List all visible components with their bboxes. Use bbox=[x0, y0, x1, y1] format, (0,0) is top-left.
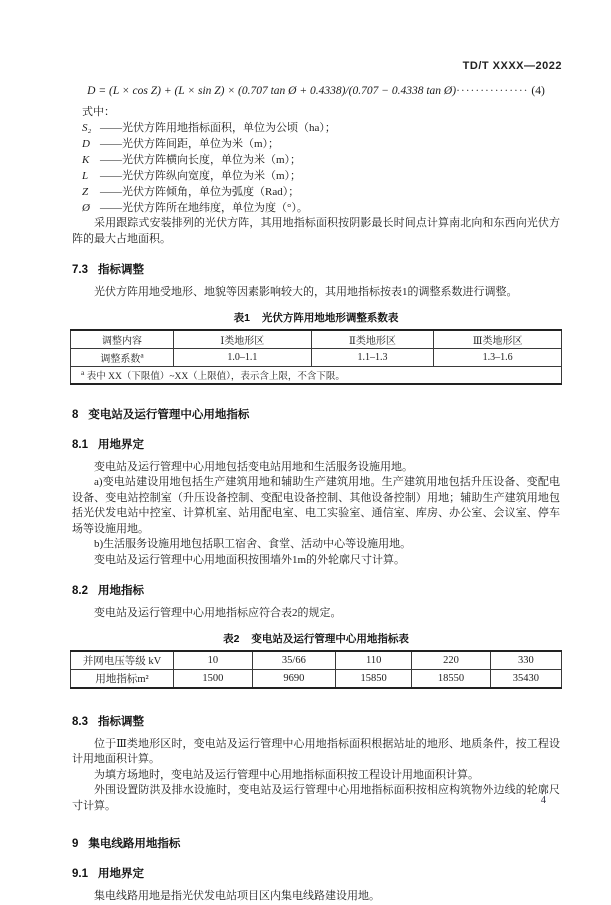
table2-cell: 330 bbox=[490, 651, 561, 670]
heading-number: 9.1 bbox=[72, 868, 88, 880]
heading-title: 指标调整 bbox=[98, 715, 144, 728]
symbol-definition-list bbox=[82, 120, 562, 216]
table1-footnote-row bbox=[71, 366, 562, 384]
table1-caption-number: 表1 bbox=[233, 311, 250, 324]
definition-text: ——光伏方阵倾角，单位为弧度（Rad）； bbox=[100, 186, 300, 198]
paragraph-8-1-item-a: a)变电站建设用地包括生产建筑用地和辅助生产建筑用地。生产建筑用地包括升压设备、变配电设备、变电站控制室（升压设备控制、变配电设备控制、其他设备控制）用地；辅助生产建筑用地包括光伏发电站中控室、计算机室、站用配电室、电工实验室、通信室、库房、办公室、会议室、停车场等设施用地。 bbox=[72, 476, 560, 535]
paragraph-tracking-array: 采用跟踪式安装排列的光伏方阵，其用地指标面积按阴影最长时间点计算南北向和东西向光伏方阵的最大占地面积。 bbox=[72, 217, 560, 245]
definition-symbol: D bbox=[82, 138, 90, 150]
heading-title: 变电站及运行管理中心用地指标 bbox=[88, 408, 250, 421]
definition-symbol: L bbox=[82, 170, 89, 182]
section-heading-8-2 bbox=[72, 582, 562, 598]
heading-number: 8 bbox=[72, 408, 79, 421]
heading-number: 9 bbox=[72, 838, 79, 850]
table2-cell: 15850 bbox=[336, 669, 412, 688]
paragraph-8-3-1: 位于Ⅲ类地形区时，变电站及运行管理中心用地指标面积根据站址的地形、地质条件，按工程设计用地面积计算。 bbox=[72, 737, 560, 765]
definition-text: ——光伏方阵横向长度，单位为米（m）； bbox=[100, 154, 302, 166]
table2-row-area bbox=[71, 669, 562, 688]
heading-number: 8.3 bbox=[72, 715, 88, 728]
definition-row bbox=[82, 120, 562, 136]
table2-cell: 220 bbox=[412, 651, 491, 670]
paragraph-9-1: 集电线路用地是指光伏发电站项目区内集电线路建设用地。 bbox=[94, 890, 380, 902]
definition-text: ——光伏方阵间距，单位为米（m）； bbox=[100, 138, 280, 150]
table2-caption-number: 表2 bbox=[223, 632, 240, 645]
section-heading-7-3 bbox=[72, 261, 562, 277]
table2-row-voltage bbox=[71, 651, 562, 670]
paragraph-8-1-intro: 变电站及运行管理中心用地包括变电站用地和生活服务设施用地。 bbox=[94, 460, 413, 473]
heading-title: 用地界定 bbox=[98, 438, 144, 451]
formula-expression: D = (L × cos Z) + (L × sin Z) × (0.707 tan Ø + 0.4338)/(0.707 − 0.4338 tan Ø) bbox=[87, 85, 457, 97]
definition-symbol: Ø bbox=[82, 202, 90, 214]
table1-cell: 1.0–1.1 bbox=[174, 348, 311, 366]
heading-title: 指标调整 bbox=[98, 264, 144, 276]
heading-title: 集电线路用地指标 bbox=[88, 838, 181, 850]
table1-value-row bbox=[71, 348, 562, 366]
paragraph-8-1-item-b: b)生活服务设施用地包括职工宿舍、食堂、活动中心等设施用地。 bbox=[94, 538, 412, 550]
section-heading-9-1 bbox=[72, 865, 562, 881]
standard-number-header: TD/T XXXX—2022 bbox=[462, 60, 562, 72]
table1-cell: 1.3–1.6 bbox=[434, 348, 562, 366]
definition-symbol: K bbox=[82, 154, 90, 166]
table2-cell: 35430 bbox=[490, 669, 561, 688]
definition-symbol: Z bbox=[82, 186, 89, 198]
formula-number: (4) bbox=[531, 85, 545, 97]
formula-4 bbox=[70, 85, 562, 97]
paragraph-8-2: 变电站及运行管理中心用地指标应符合表2的规定。 bbox=[94, 607, 342, 619]
table2-cell: 9690 bbox=[252, 669, 335, 688]
definition-text: ——光伏方阵所在地纬度，单位为度（°）。 bbox=[100, 202, 308, 214]
paragraph-7-3: 光伏方阵用地受地形、地貌等因素影响较大的，其用地指标按表1的调整系数进行调整。 bbox=[94, 286, 518, 298]
table1-footnote-text: 表中 XX（下限值）~XX（上限值），表示含上限，不含下限。 bbox=[86, 371, 345, 382]
table2-cell: 1500 bbox=[174, 669, 253, 688]
table1-footnote-sup: a bbox=[81, 367, 85, 377]
formula-leader-dots: ··············· bbox=[456, 85, 529, 97]
table2-caption bbox=[70, 631, 562, 646]
definition-row bbox=[82, 200, 562, 216]
heading-title: 用地界定 bbox=[98, 868, 144, 880]
table1-header-cell: Ⅲ类地形区 bbox=[434, 330, 562, 349]
table1-header-cell: Ⅱ类地形区 bbox=[311, 330, 434, 349]
section-heading-8 bbox=[72, 406, 562, 422]
table1-header-cell: Ⅰ类地形区 bbox=[174, 330, 311, 349]
table1-caption bbox=[70, 310, 562, 325]
table1-row-label bbox=[71, 348, 174, 366]
paragraph-8-1-calc: 变电站及运行管理中心用地面积按围墙外1m的外轮廓尺寸计算。 bbox=[94, 553, 406, 566]
section-heading-8-3 bbox=[72, 713, 562, 729]
definition-row bbox=[82, 168, 562, 184]
section-heading-8-1 bbox=[72, 436, 562, 452]
table1-caption-text: 光伏方阵用地地形调整系数表 bbox=[261, 311, 399, 324]
section-heading-9 bbox=[72, 835, 562, 851]
heading-number: 8.2 bbox=[72, 585, 88, 597]
table1-row-label-sup: a bbox=[140, 350, 144, 360]
heading-title: 用地指标 bbox=[98, 585, 144, 597]
definition-row bbox=[82, 136, 562, 152]
table2-cell: 10 bbox=[174, 651, 253, 670]
table2-row-label: 用地指标m² bbox=[71, 669, 174, 688]
table2-caption-text: 变电站及运行管理中心用地指标表 bbox=[251, 632, 409, 645]
table2-cell: 35/66 bbox=[252, 651, 335, 670]
definition-text: ——光伏方阵用地指标面积，单位为公顷（ha）； bbox=[100, 122, 336, 134]
where-clause-intro: 式中： bbox=[82, 106, 115, 118]
heading-number: 7.3 bbox=[72, 264, 88, 276]
table2-row-label: 并网电压等级 kV bbox=[71, 651, 174, 670]
table2-cell: 18550 bbox=[412, 669, 491, 688]
definition-text: ——光伏方阵纵向宽度，单位为米（m）； bbox=[100, 170, 302, 182]
paragraph-8-3-3: 外围设置防洪及排水设施时，变电站及运行管理中心用地指标面积按相应构筑物外边线的轮廓尺寸计算。 bbox=[72, 784, 560, 812]
definition-row bbox=[82, 152, 562, 168]
definition-row bbox=[82, 184, 562, 200]
table1-cell: 1.1–1.3 bbox=[311, 348, 434, 366]
table2-cell: 110 bbox=[336, 651, 412, 670]
heading-number: 8.1 bbox=[72, 438, 88, 451]
definition-symbol: S₂ bbox=[82, 122, 92, 134]
table1-row-label-text: 调整系数 bbox=[100, 353, 141, 365]
table1-footnote bbox=[71, 366, 562, 384]
table1-header-row bbox=[71, 330, 562, 349]
table1-terrain-adjustment bbox=[70, 329, 562, 385]
page-number: 4 bbox=[540, 795, 546, 806]
paragraph-8-3-2: 为填方场地时，变电站及运行管理中心用地指标面积按工程设计用地面积计算。 bbox=[94, 768, 479, 781]
document-page bbox=[70, 0, 562, 905]
table2-substation-indicators bbox=[70, 650, 562, 689]
table1-header-cell: 调整内容 bbox=[71, 330, 174, 349]
